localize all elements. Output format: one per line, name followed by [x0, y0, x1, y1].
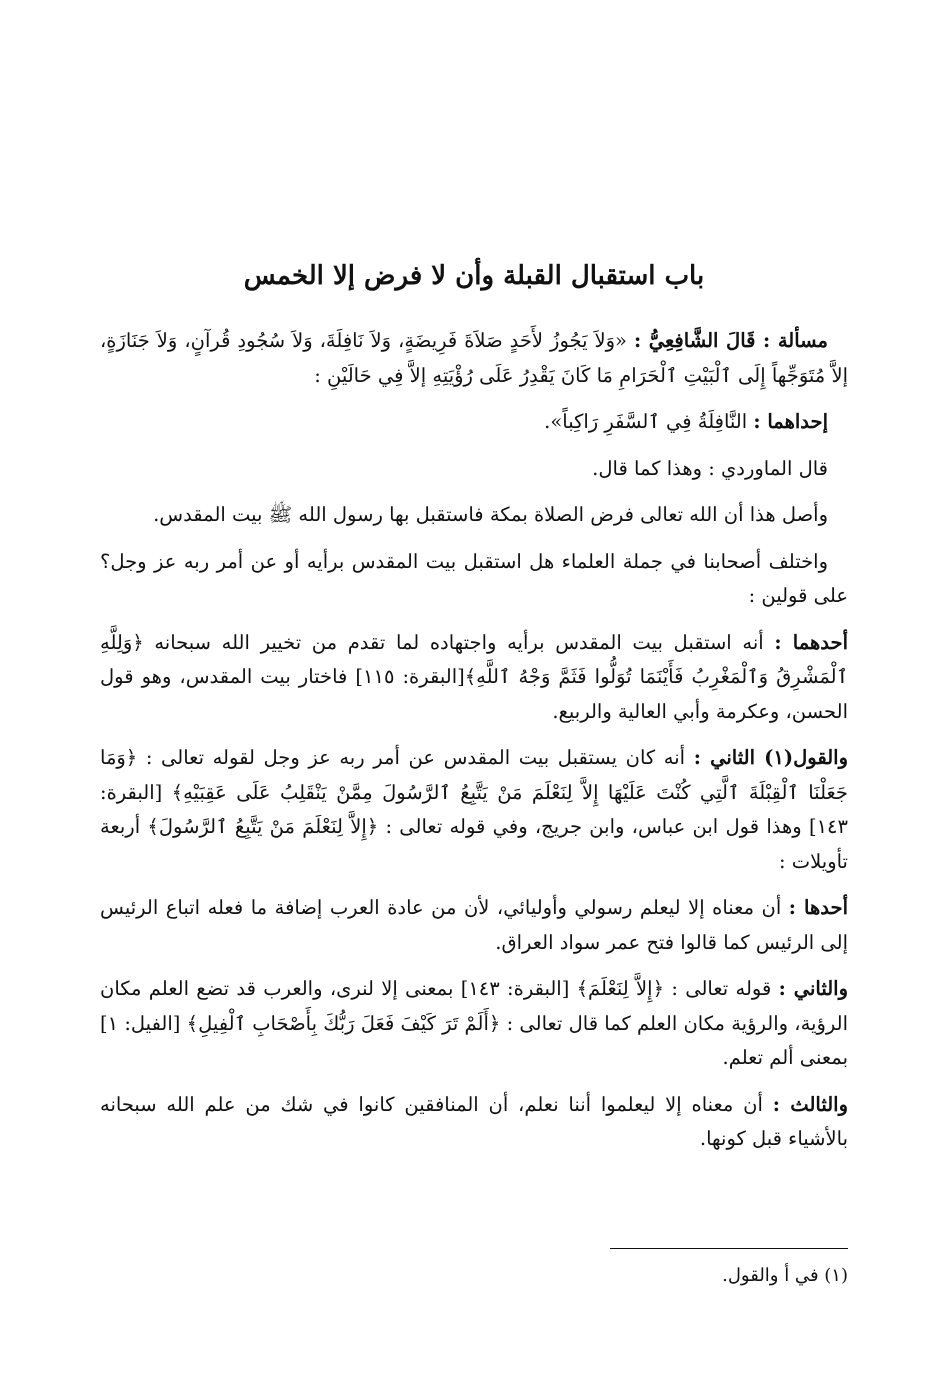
paragraph	[100, 452, 848, 487]
paragraph-text: أنه استقبل بيت المقدس برأيه واجتهاده لما تقدم من تخيير الله سبحانه ﴿وَلِلَّهِ ٱلْمَشْرِقُ وَٱلْمَغْرِبُ فَأَيْنَمَا تُوَلُّوا فَثَمَّ وَجْهُ ٱللَّهِ﴾[البقرة: ١١٥] فاختار بيت المقدس، وهو قول الحسن، وعكرمة وأبي العالية والربيع.	[100, 630, 848, 723]
paragraph-lead: إحداهما :	[753, 410, 828, 434]
paragraph	[100, 972, 848, 1076]
paragraph	[100, 405, 848, 440]
paragraph-lead: والثالث :	[772, 1092, 848, 1116]
paragraph-text: قوله تعالى : ﴿إِلاَّ لِنَعْلَمَ﴾ [البقرة: ١٤٣] بمعنى إلا لنرى، والعرب قد تضع العلم مكان الرؤية، والرؤية مكان العلم كما قال تعالى : ﴿أَلَمْ تَرَ كَيْفَ فَعَلَ رَبُّكَ بِأَصْحَابِ ٱلْفِيلِ﴾ [الفيل: ١] بمعنى ألم تعلم.	[100, 977, 848, 1070]
paragraph-text: أنه كان يستقبل بيت المقدس عن أمر ربه عز وجل لقوله تعالى : ﴿وَمَا جَعَلْنَا ٱلْقِبْلَةَ ٱلَّتِي كُنْتَ عَلَيْهَا إِلاَّ لِنَعْلَمَ مَنْ يَتَّبِعُ ٱلرَّسُولَ مِمَّنْ يَنْقَلِبُ عَلَى عَقِبَيْهِ﴾ [البقرة: ١٤٣] وهذا قول ابن عباس، وابن جريج، وفي قوله تعالى : ﴿إِلاَّ لِنَعْلَمَ مَنْ يَتَّبِعُ ٱلرَّسُولَ﴾ أربعة تأويلات :	[100, 746, 848, 873]
footnote: (١) في أ والقول.	[722, 1265, 848, 1286]
paragraph	[100, 324, 848, 393]
paragraph	[100, 891, 848, 960]
paragraph-lead: والقول(١) الثاني :	[693, 746, 849, 770]
paragraph-text: أن معناه إلا ليعلموا أننا نعلم، أن المنافقين كانوا في شك من علم الله سبحانه بالأشياء قبل كونها.	[100, 1092, 848, 1151]
paragraph-lead: أحدهما :	[774, 630, 848, 654]
paragraph	[100, 626, 848, 730]
paragraph-text: النَّافِلَةُ فِي ٱلسَّفَرِ رَاكِباً».	[544, 410, 754, 434]
paragraph-lead: أحدها :	[788, 896, 848, 920]
chapter-title: باب استقبال القبلة وأن لا فرض إلا الخمس	[243, 261, 705, 291]
paragraph-lead: والثاني :	[778, 977, 848, 1001]
paragraph	[100, 1088, 848, 1157]
paragraph-lead: مسألة : قَالَ الشَّافِعِيُّ :	[633, 329, 828, 353]
footnote-divider	[610, 1248, 848, 1249]
paragraph	[100, 545, 848, 614]
paragraph	[100, 741, 848, 879]
paragraph-text: وأصل هذا أن الله تعالى فرض الصلاة بمكة فاستقبل بها رسول الله ﷺ بيت المقدس.	[153, 503, 828, 527]
paragraph-text: أن معناه إلا ليعلم رسولي وأوليائي، لأن من عادة العرب إضافة ما فعله اتباع الرئيس إلى الرئيس كما قالوا فتح عمر سواد العراق.	[100, 896, 848, 954]
paragraph-text: «وَلاَ يَجُوزُ لأَحَدٍ صَلاَةَ فَرِيضَةٍ، وَلاَ نَافِلَةَ، وَلاَ سُجُودِ قُرآنٍ، وَلاَ جَنَازَةٍ، إلاَّ مُتَوَجِّهاً إِلَى ٱلْبَيْتِ ٱلْحَرَامِ مَا كَانَ يَقْدِرُ عَلَى رُؤْيَتِهِ إلاَّ فِي حَالَيْنِ :	[100, 329, 848, 387]
page-body	[100, 258, 848, 1169]
paragraph-text: واختلف أصحابنا في جملة العلماء هل استقبل بيت المقدس برأيه أو عن أمر ربه عز وجل؟ على قولين :	[100, 549, 848, 608]
paragraph-text: قال الماوردي : وهذا كما قال.	[592, 456, 828, 480]
paragraph	[100, 498, 848, 533]
